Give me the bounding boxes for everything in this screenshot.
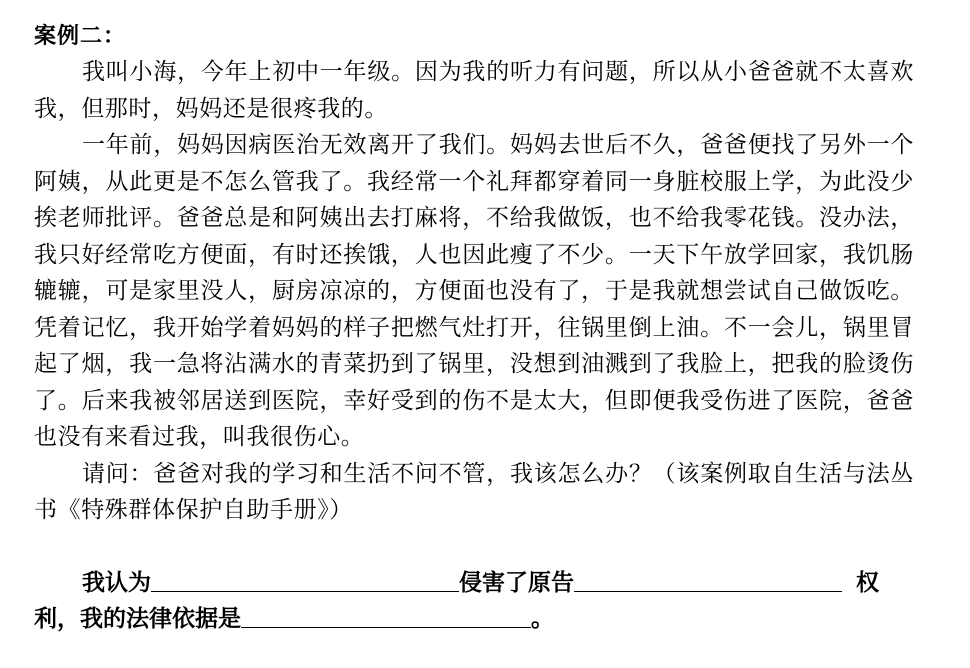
spacer bbox=[34, 529, 914, 565]
fill-text-period: 。 bbox=[531, 604, 554, 632]
fill-text-i-think: 我认为 bbox=[82, 568, 151, 596]
case-paragraph-1: 我叫小海，今年上初中一年级。因为我的听力有问题，所以从小爸爸就不太喜欢我，但那时，妈妈还是很疼我的。 bbox=[34, 59, 914, 122]
blank-infringer[interactable] bbox=[151, 567, 459, 592]
case-question: 请问：爸爸对我的学习和生活不问不管，我该怎么办？（该案例取自生活与法丛书《特殊群体保护自助手册》） bbox=[34, 460, 914, 523]
case-heading: 案例二： bbox=[34, 23, 127, 49]
blank-legal-basis[interactable] bbox=[241, 603, 531, 628]
fill-text-legal-basis: 利，我的法律依据是 bbox=[34, 604, 241, 632]
blank-right[interactable] bbox=[574, 567, 842, 592]
case-paragraph-2: 一年前，妈妈因病医治无效离开了我们。妈妈去世后不久，爸爸便找了另外一个阿姨，从此更是不怎么管我了。我经常一个礼拜都穿着同一身脏校服上学，为此没少挨老师批评。爸爸总是和阿姨出去打麻将，不给我做饭，也不给我零花钱。没办法，我只好经常吃方便面，有时还挨饿，人也因此瘦了不少。一天下午放学回家，我饥肠辘辘，可是家里没人，厨房凉凉的，方便面也没有了，于是我就想尝试自己做饭吃。凭着记忆，我开始学着妈妈的样子把燃气灶打开，往锅里倒上油。不一会儿，锅里冒起了烟，我一急将沾满水的青菜扔到了锅里，没想到油溅到了我脸上，把我的脸烫伤了。后来我被邻居送到医院，幸好受到的伤不是太大，但即便我受伤进了医院，爸爸也没有来看过我，叫我很伤心。 bbox=[34, 132, 914, 450]
document-page bbox=[34, 18, 914, 637]
fill-text-quan: 权 bbox=[856, 568, 879, 596]
fill-in-line-2 bbox=[34, 601, 914, 637]
fill-text-infringed: 侵害了原告 bbox=[459, 568, 574, 596]
fill-in-line-1 bbox=[34, 565, 914, 601]
